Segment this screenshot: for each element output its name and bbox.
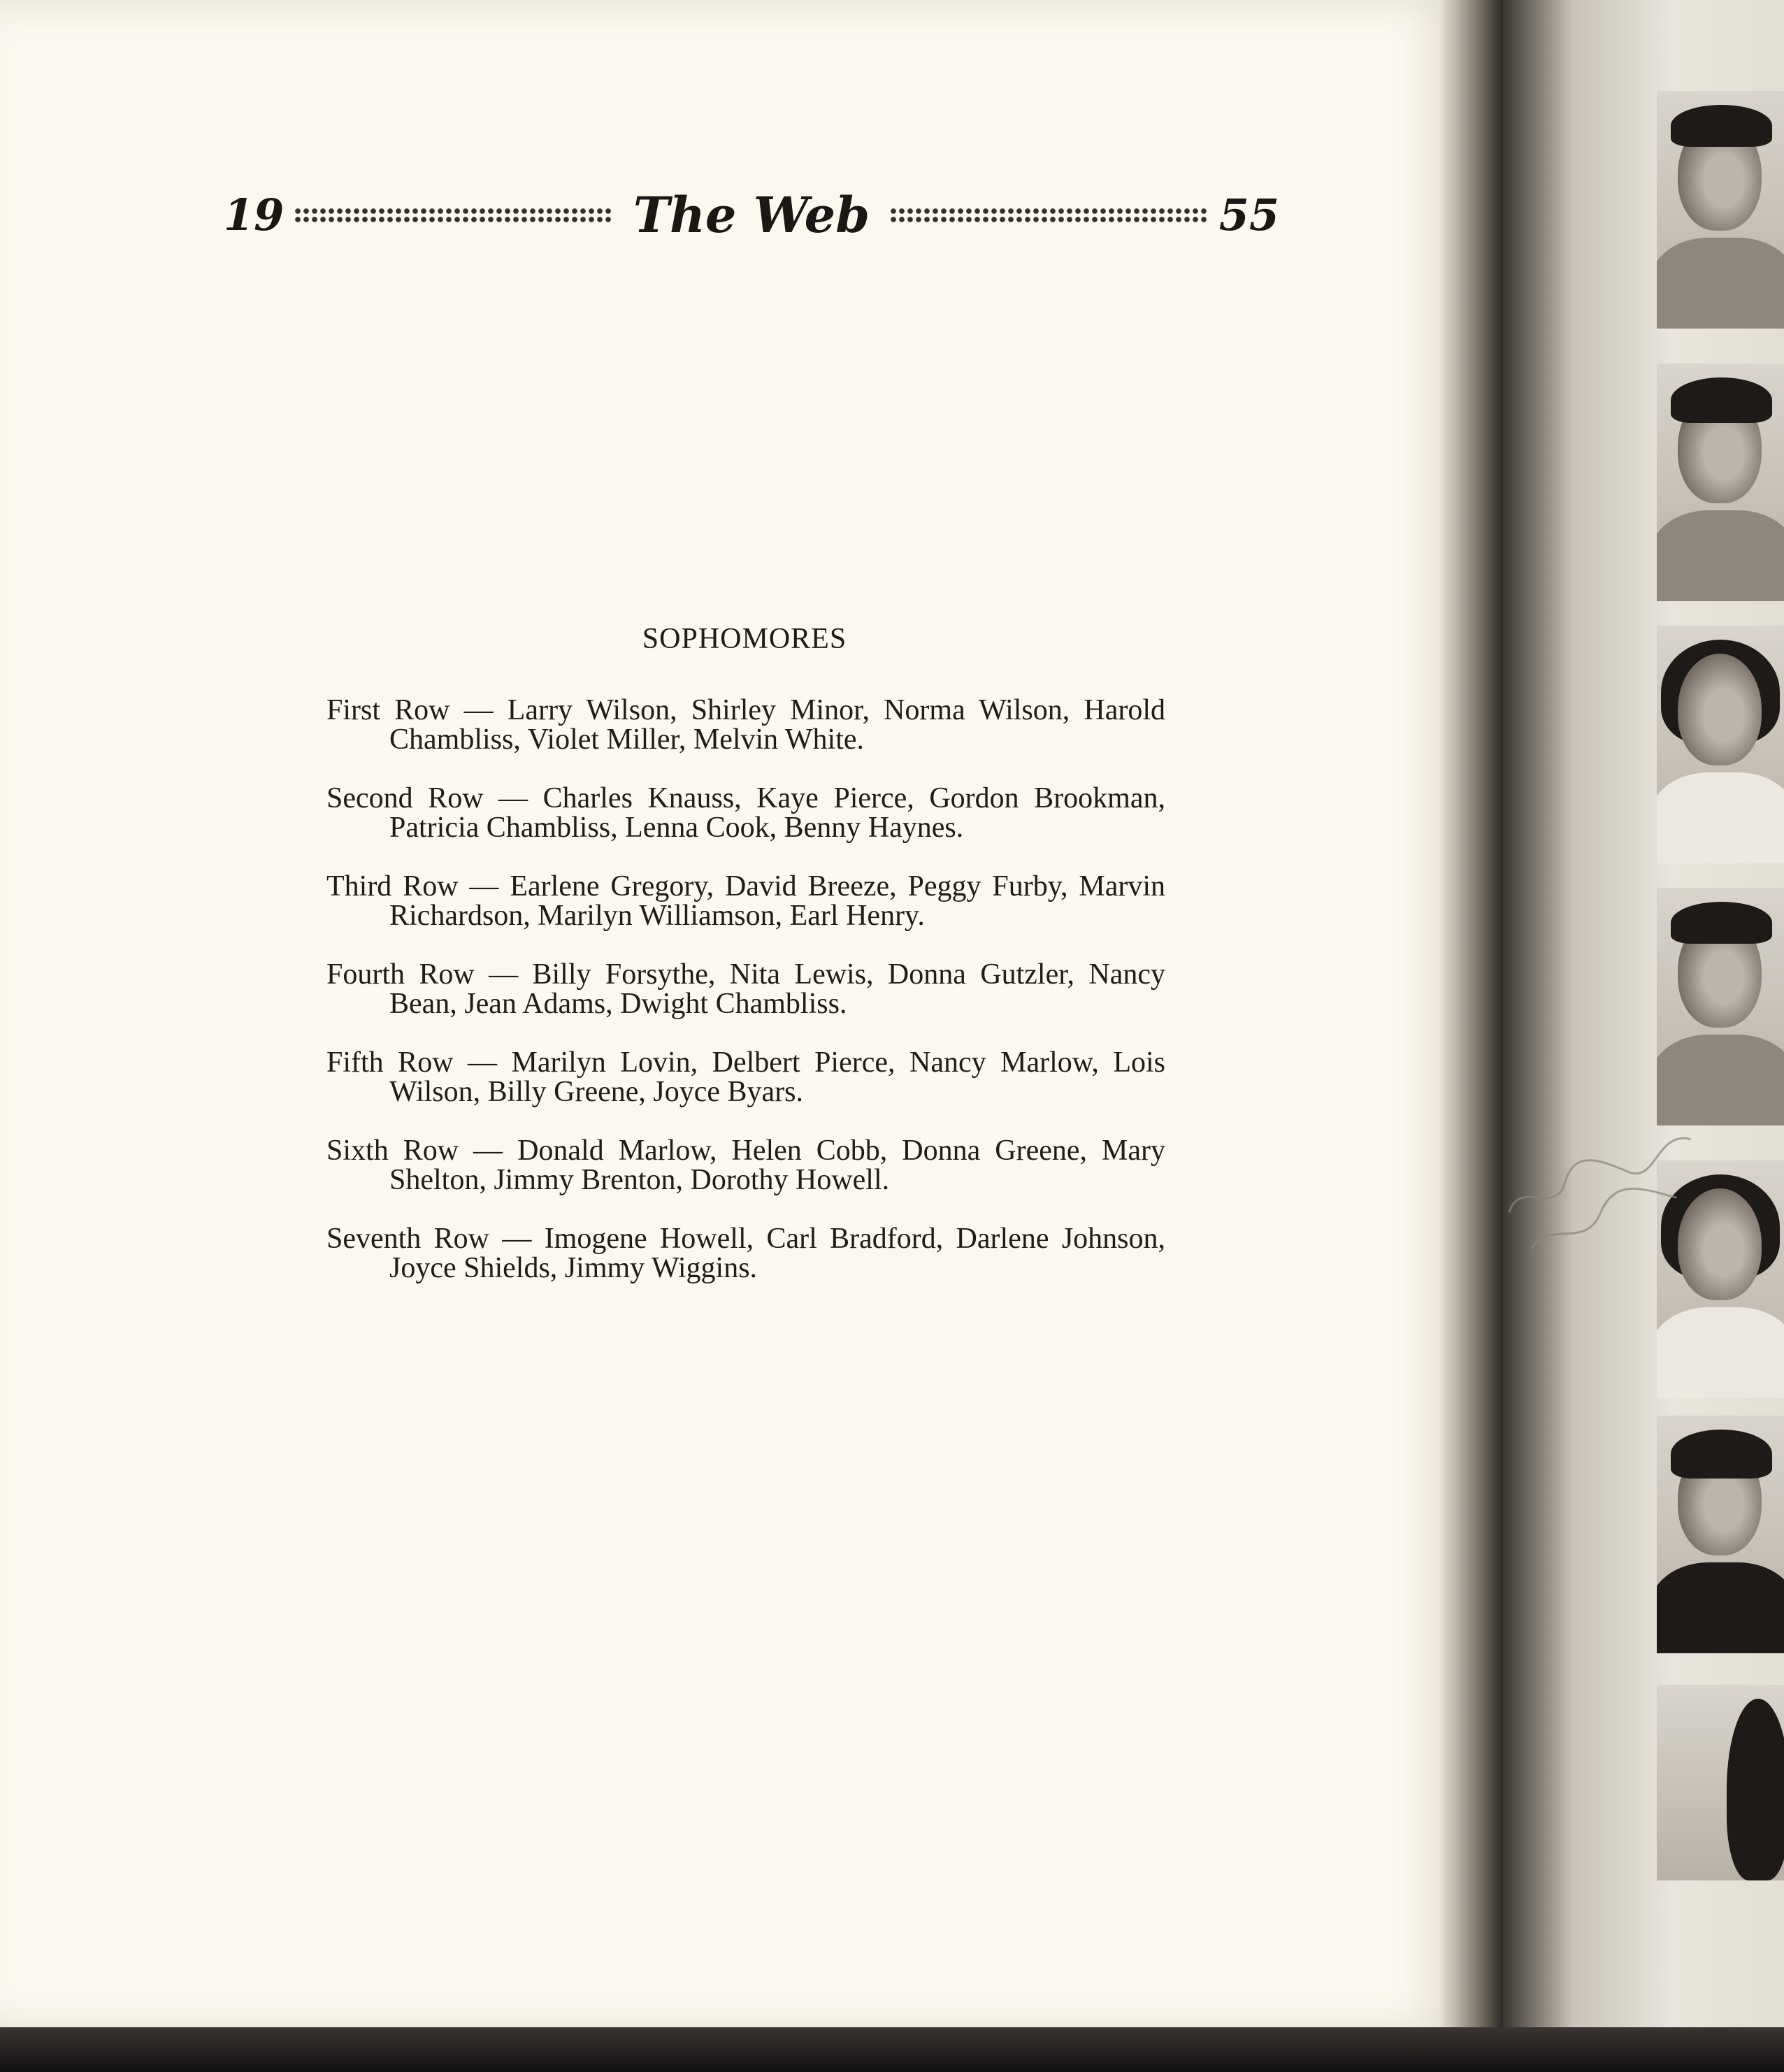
list-item xyxy=(326,872,1165,930)
row-names: Billy Forsythe, Nita Lewis, Donna Gutzler, Nancy Bean, Jean Adams, Dwight Chambliss. xyxy=(389,958,1166,1020)
row-names: Charles Knauss, Kaye Pierce, Gordon Brookman, Patricia Chambliss, Lenna Cook, Benny Haynes. xyxy=(389,782,1165,844)
name-rows xyxy=(326,696,1165,1312)
row-names: Donald Marlow, Helen Cobb, Donna Greene, Mary Shelton, Jimmy Brenton, Dorothy Howell. xyxy=(389,1135,1166,1196)
portrait-photo xyxy=(1657,364,1784,601)
portrait-photo xyxy=(1657,1685,1784,1880)
header-ornament-left xyxy=(294,207,614,222)
page-bottom-edge xyxy=(0,2027,1784,2072)
row-label: First Row — xyxy=(326,694,494,726)
list-item xyxy=(326,784,1165,842)
portrait-photo xyxy=(1657,888,1784,1125)
row-names: Larry Wilson, Shirley Minor, Norma Wilson, Harold Chambliss, Violet Miller, Melvin White. xyxy=(389,694,1166,756)
header-year-left: 19 xyxy=(224,189,285,240)
section-title: SOPHOMORES xyxy=(642,623,847,655)
list-item xyxy=(326,1136,1165,1195)
page-header xyxy=(224,183,1279,246)
header-ornament-right xyxy=(889,207,1209,222)
portrait-photo xyxy=(1657,626,1784,863)
row-names: Marilyn Lovin, Delbert Pierce, Nancy Marlow, Lois Wilson, Billy Greene, Joyce Byars. xyxy=(389,1046,1166,1108)
row-label: Third Row — xyxy=(326,870,499,902)
list-item xyxy=(326,960,1165,1019)
row-label: Fourth Row — xyxy=(326,958,519,991)
portrait-photo xyxy=(1657,1416,1784,1653)
list-item xyxy=(326,1224,1165,1283)
row-label: Second Row — xyxy=(326,782,528,814)
row-label: Seventh Row — xyxy=(326,1223,532,1255)
row-names: Earlene Gregory, David Breeze, Peggy Furby, Marvin Richardson, Marilyn Williamson, Earl Henry. xyxy=(389,870,1166,932)
row-label: Sixth Row — xyxy=(326,1135,503,1167)
header-title: The Web xyxy=(633,185,870,244)
row-names: Imogene Howell, Carl Bradford, Darlene Johnson, Joyce Shields, Jimmy Wiggins. xyxy=(389,1223,1166,1284)
row-label: Fifth Row — xyxy=(326,1046,498,1079)
portrait-photo xyxy=(1657,91,1784,329)
list-item xyxy=(326,696,1165,754)
header-year-right: 55 xyxy=(1218,189,1279,240)
list-item xyxy=(326,1048,1165,1107)
